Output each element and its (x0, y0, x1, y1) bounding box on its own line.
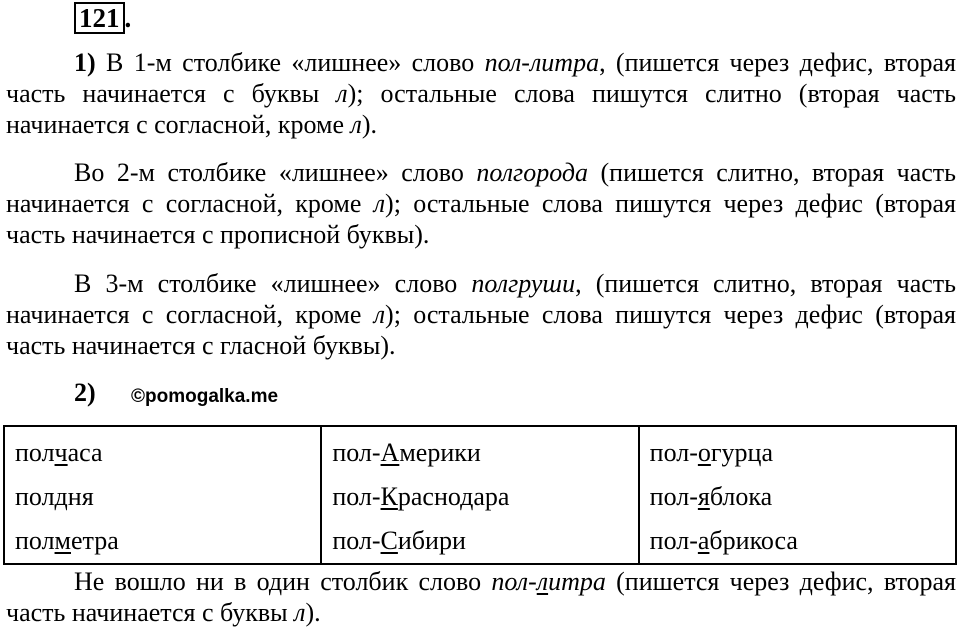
text: Во 2-м столбике «лишнее» слово (74, 158, 477, 187)
text: Не вошло ни в один столбик слово (74, 567, 492, 596)
text: В 1-м столбике «лишнее» слово (95, 48, 485, 77)
underlined-letter: о (697, 438, 711, 467)
underlined-letter: я (697, 482, 710, 511)
text: гурца (710, 438, 773, 467)
text: пол- (491, 567, 537, 596)
word-italic: полгорода (476, 158, 589, 187)
table-row (4, 426, 956, 564)
text: В 3-м столбике «лишнее» слово (74, 269, 472, 298)
text: пол (15, 438, 55, 467)
table-word (15, 519, 310, 563)
table-word (650, 431, 945, 475)
letter-italic: л (336, 79, 348, 108)
underlined-letter: А (380, 438, 400, 467)
table-column-3 (639, 426, 956, 564)
text: етра (71, 526, 119, 555)
text: брикоса (709, 526, 798, 555)
text: итра (548, 567, 606, 596)
part-1-label: 1) (74, 48, 96, 77)
text: (пишется через дефис, вторая часть начинается с буквы (6, 567, 956, 627)
text: блока (709, 482, 773, 511)
text: пол- (332, 438, 381, 467)
words-table (3, 425, 957, 565)
text: раснодара (397, 482, 510, 511)
table-column-2 (321, 426, 638, 564)
word-italic: пол-литра (484, 48, 600, 77)
paragraph-column-2 (6, 157, 956, 250)
paragraph-conclusion (6, 566, 956, 628)
text: , (пишется через дефис, вторая часть начинается с буквы (6, 48, 956, 108)
text: (пишется слитно, вторая часть начинается с согласной, кроме (6, 158, 956, 218)
text: аса (67, 438, 103, 467)
text: ); остальные слова пишутся через дефис (вторая часть начинается с гласной буквы). (6, 300, 956, 360)
text: пол (15, 482, 55, 511)
text: , (пишется слитно, вторая часть начинается с согласной, кроме (6, 269, 956, 329)
text: пол- (332, 482, 381, 511)
text: мерики (399, 438, 481, 467)
table-word (650, 475, 945, 519)
paragraph-column-1 (6, 47, 956, 140)
letter-italic: л (350, 110, 362, 139)
table-word (15, 475, 310, 519)
table-word (332, 431, 627, 475)
text: ); остальные слова пишутся через дефис (вторая часть начинается с прописной буквы). (6, 189, 956, 249)
underlined-letter: л (536, 567, 549, 596)
underlined-letter: К (380, 482, 398, 511)
table-word (332, 519, 627, 563)
table-column-1 (4, 426, 321, 564)
table-word (650, 519, 945, 563)
underlined-letter: м (54, 526, 71, 555)
letter-italic: л (373, 300, 386, 329)
text: пол (15, 526, 55, 555)
task-number-dot: . (124, 3, 132, 33)
text: пол- (332, 526, 381, 555)
underlined-letter: д (54, 482, 68, 511)
letter-italic: л (373, 189, 386, 218)
table-word (332, 475, 627, 519)
text: ). (305, 598, 321, 627)
text: ). (361, 110, 378, 139)
letter-italic: л (294, 598, 306, 627)
paragraph-column-3 (6, 268, 956, 361)
watermark: ©pomogalka.me (131, 386, 279, 407)
text: ибири (397, 526, 466, 555)
part-2-label: 2) (74, 378, 96, 407)
text: пол- (649, 482, 698, 511)
word-italic: полгруши (471, 269, 576, 298)
table-word (15, 431, 310, 475)
text: пол- (649, 526, 698, 555)
task-number (74, 2, 131, 34)
word-italic (491, 567, 605, 596)
text: ); остальные слова пишутся слитно (вторая часть начинается с согласной, кроме (6, 79, 956, 139)
underlined-letter: С (380, 526, 398, 555)
underlined-letter: а (697, 526, 710, 555)
text: ня (67, 482, 94, 511)
task-number-box: 121 (74, 2, 125, 34)
underlined-letter: ч (54, 438, 68, 467)
text: пол- (649, 438, 698, 467)
